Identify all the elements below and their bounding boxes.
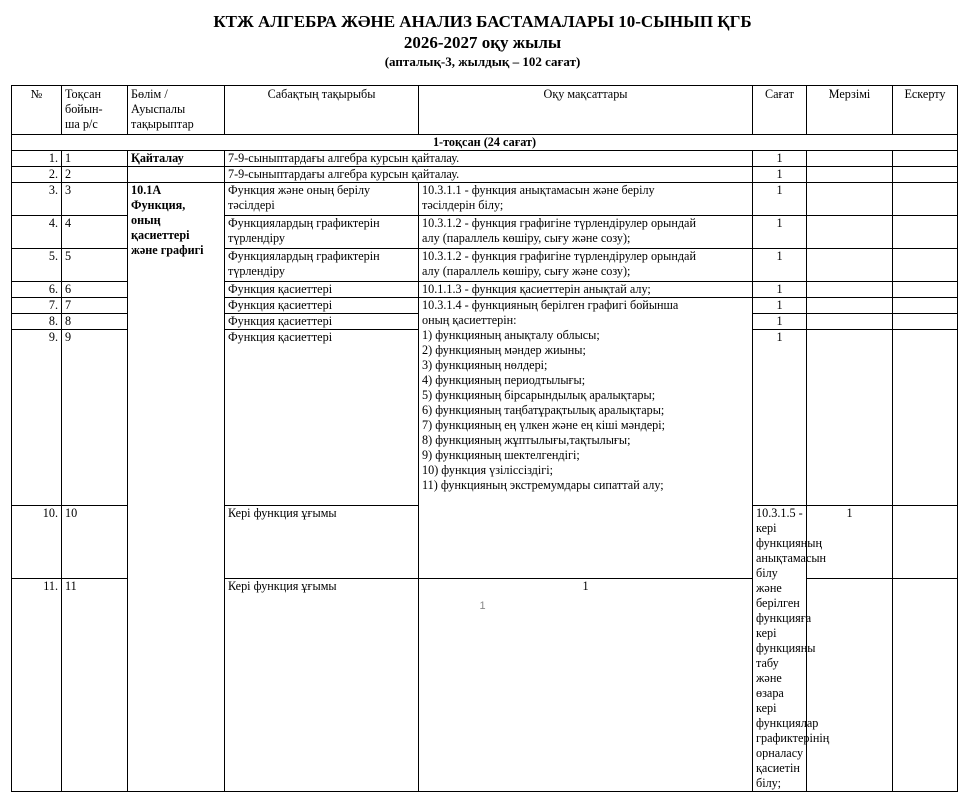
- row-num: 8.: [12, 314, 62, 330]
- row-quarter-no: 6: [62, 282, 128, 298]
- academic-year: 2026-2027 оқу жылы: [403, 33, 562, 52]
- col-header-hours: Сағат: [753, 86, 807, 135]
- col-header-note: Ескерту: [893, 86, 958, 135]
- row-hours: 1: [807, 506, 893, 579]
- row-num: 5.: [12, 249, 62, 282]
- row-hours: 1: [419, 578, 753, 791]
- row-hours: 1: [753, 167, 807, 183]
- row-quarter-no: 4: [62, 216, 128, 249]
- row-hours: 1: [753, 216, 807, 249]
- row-date: [893, 506, 958, 579]
- row-note: [893, 298, 958, 314]
- row-note: [893, 330, 958, 506]
- col-header-section: Бөлім / Ауыспалы тақырыптар: [128, 86, 225, 135]
- row-quarter-no: 3: [62, 183, 128, 216]
- row-quarter-no: 5: [62, 249, 128, 282]
- row-hours: 1: [753, 330, 807, 506]
- hours-note: (апталық-3, жылдық – 102 сағат): [384, 54, 581, 69]
- row-hours: 1: [753, 282, 807, 298]
- row-objective-properties: 10.3.1.4 - функцияның берілген графигі бойынша оның қасиеттерін: 1) функцияның анықталу облысы; 2) функцияның мәндер жиыны; 3) функцияның нөлдері; 4) функцияның периодтылығы; 5) функцияның бірсарындылық аралықтары; 6) функцияның таңбатұрақтылық аралықтары; 7) функцияның ең үлкен және ең кіші мәндері; 8) функцияның жұптылығы,тақтылығы; 9) функцияның шектелгендігі; 10) функция үзіліссіздігі; 11) функцияның экстремумдары сипаттай алу;: [419, 298, 753, 579]
- row-topic: Кері функция ұғымы: [225, 506, 419, 579]
- row-hours: 1: [753, 298, 807, 314]
- row-note: [893, 167, 958, 183]
- row-note: [893, 249, 958, 282]
- row-topic: Функция қасиеттері: [225, 282, 419, 298]
- lesson-plan-table: [11, 85, 958, 792]
- row-hours: 1: [753, 314, 807, 330]
- row-objective: 10.1.1.3 - функция қасиеттерін анықтай алу;: [419, 282, 753, 298]
- row-date: [807, 216, 893, 249]
- row-note: [893, 282, 958, 298]
- row-quarter-no: 11: [62, 578, 128, 791]
- row-quarter-no: 1: [62, 151, 128, 167]
- row-note: [893, 314, 958, 330]
- row-note: [893, 183, 958, 216]
- row-date: [807, 298, 893, 314]
- row-quarter-no: 9: [62, 330, 128, 506]
- quarter-label: 1-тоқсан (24 сағат): [12, 135, 958, 151]
- table-row: [12, 183, 958, 216]
- row-topic: 7-9-сыныптардағы алгебра курсын қайталау.: [225, 151, 753, 167]
- row-num: 4.: [12, 216, 62, 249]
- row-date: [807, 282, 893, 298]
- section-review: Қайталау: [128, 151, 225, 167]
- row-topic: 7-9-сыныптардағы алгебра курсын қайталау.: [225, 167, 753, 183]
- row-date: [807, 151, 893, 167]
- row-topic: Функция қасиеттері: [225, 330, 419, 506]
- section-functions: 10.1А Функция, оның қасиеттері және графигі: [128, 183, 225, 792]
- row-num: 2.: [12, 167, 62, 183]
- table-header-row: [12, 86, 958, 135]
- row-topic: Функциялардың графиктерін түрлендіру: [225, 216, 419, 249]
- row-objective: 10.3.1.2 - функция графигіне түрлендірулер орындай алу (параллель көшіру, сығу және созу);: [419, 216, 753, 249]
- page-number: 1: [479, 600, 486, 612]
- row-num: 3.: [12, 183, 62, 216]
- row-topic: Кері функция ұғымы: [225, 578, 419, 791]
- col-header-date: Мерзімі: [807, 86, 893, 135]
- row-num: 1.: [12, 151, 62, 167]
- row-date: [807, 167, 893, 183]
- row-date: [807, 314, 893, 330]
- row-date: [807, 183, 893, 216]
- row-note: [893, 151, 958, 167]
- row-num: 11.: [12, 578, 62, 791]
- col-header-quarter-no: Тоқсан бойын- ша р/с: [62, 86, 128, 135]
- quarter-row: [12, 135, 958, 151]
- col-header-num: №: [12, 86, 62, 135]
- table-row: [12, 151, 958, 167]
- row-topic: Функциялардың графиктерін түрлендіру: [225, 249, 419, 282]
- col-header-objectives: Оқу мақсаттары: [419, 86, 753, 135]
- row-topic: Функция және оның берілу тәсілдері: [225, 183, 419, 216]
- row-note: [893, 216, 958, 249]
- row-num: 10.: [12, 506, 62, 579]
- row-objective: 10.3.1.2 - функция графигіне түрлендірулер орындай алу (параллель көшіру, сығу және созу);: [419, 249, 753, 282]
- document-header: [0, 12, 965, 70]
- row-num: 7.: [12, 298, 62, 314]
- row-num: 6.: [12, 282, 62, 298]
- row-date: [807, 330, 893, 506]
- row-quarter-no: 2: [62, 167, 128, 183]
- row-hours: 1: [753, 183, 807, 216]
- section-cell-empty: [128, 167, 225, 183]
- row-num: 9.: [12, 330, 62, 506]
- document-title: КТЖ АЛГЕБРА ЖӘНЕ АНАЛИЗ БАСТАМАЛАРЫ 10-СЫНЫП ҚГБ: [213, 12, 752, 31]
- row-quarter-no: 10: [62, 506, 128, 579]
- row-objective: 10.3.1.1 - функция анықтамасын және берілу тәсілдерін білу;: [419, 183, 753, 216]
- col-header-topic: Сабақтың тақырыбы: [225, 86, 419, 135]
- row-topic: Функция қасиеттері: [225, 298, 419, 314]
- table-row: [12, 167, 958, 183]
- row-quarter-no: 7: [62, 298, 128, 314]
- row-hours: 1: [753, 249, 807, 282]
- row-date: [807, 249, 893, 282]
- row-objective-inverse: 10.3.1.5 - кері функцияның анықтамасын білу және берілген функцияға кері функцияны табу және өзара кері функциялар графиктерінің орналасу қасиетін білу;: [753, 506, 807, 792]
- row-quarter-no: 8: [62, 314, 128, 330]
- row-hours: 1: [753, 151, 807, 167]
- row-topic: Функция қасиеттері: [225, 314, 419, 330]
